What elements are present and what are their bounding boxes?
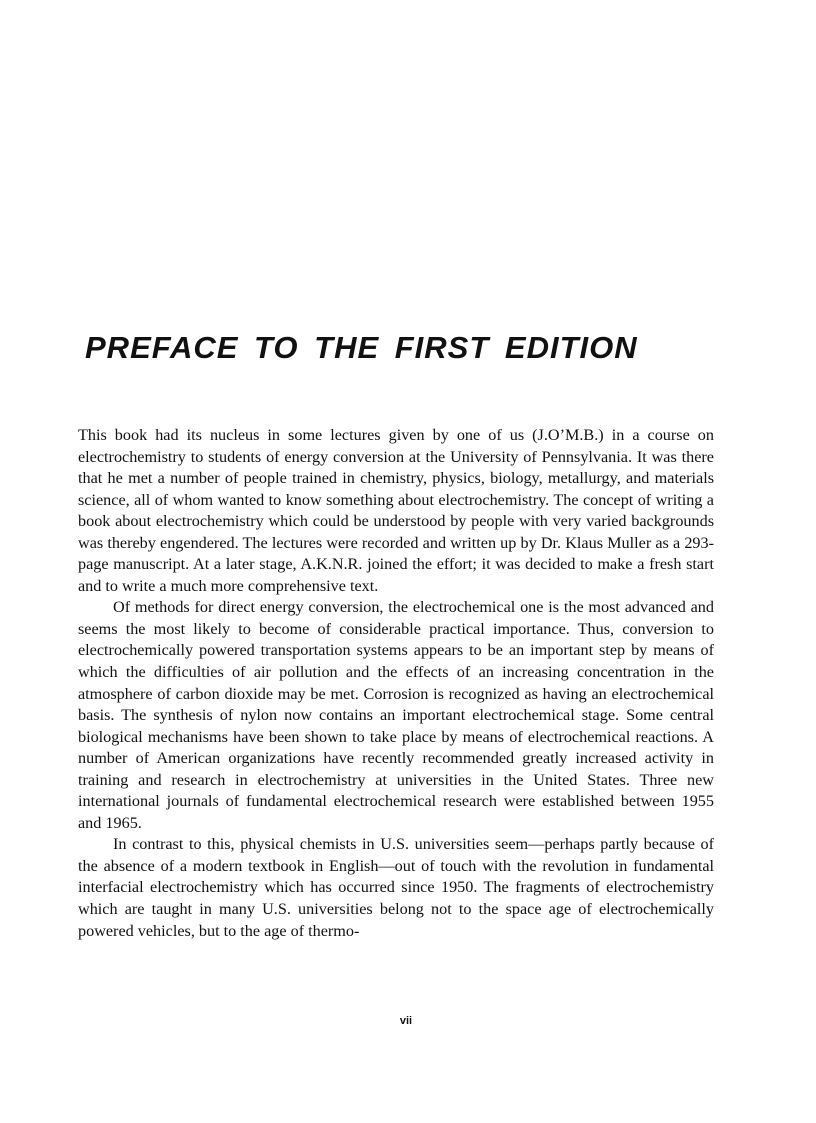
body-text [78, 425, 714, 942]
paragraph-1: This book had its nucleus in some lectures given by one of us (J.O’M.B.) in a course on electrochemistry to students of energy conversion at the University of Pennsylvania. It was there that he met a number of people trained in chemistry, physics, biology, metallurgy, and materials science, all of whom wanted to know something about electrochemistry. The concept of writing a book about electrochemistry which could be understood by people with very varied backgrounds was thereby engendered. The lectures were recorded and written up by Dr. Klaus Muller as a 293-page manuscript. At a later stage, A.K.N.R. joined the effort; it was decided to make a fresh start and to write a much more comprehensive text. [78, 426, 714, 595]
page-number: vii [399, 1015, 413, 1027]
paragraph-3: In contrast to this, physical chemists in U.S. universities seem—perhaps partly because of the absence of a modern textbook in English—out of touch with the revolution in fundamental interfacial electrochemistry which has occurred since 1950. The fragments of electrochemistry which are taught in many U.S. universities belong not to the space age of electrochemically powered vehicles, but to the age of thermo- [78, 835, 714, 940]
chapter-title: PREFACE TO THE FIRST EDITION [85, 330, 638, 365]
paragraph-2: Of methods for direct energy conversion, the electrochemical one is the most advanced and seems the most likely to become of considerable practical importance. Thus, conversion to electrochemically powered transportation systems appears to be an important step by means of which the difficulties of air pollution and the effects of an increasing concentration in the atmosphere of carbon dioxide may be met. Corrosion is recognized as having an electrochemical basis. The synthesis of nylon now contains an important electrochemical stage. Some central biological mechanisms have been shown to take place by means of electrochemical reactions. A number of American organizations have recently recommended greatly increased activity in training and research in electrochemistry at universities in the United States. Three new international journals of fundamental electrochemical research were established between 1955 and 1965. [78, 598, 714, 832]
